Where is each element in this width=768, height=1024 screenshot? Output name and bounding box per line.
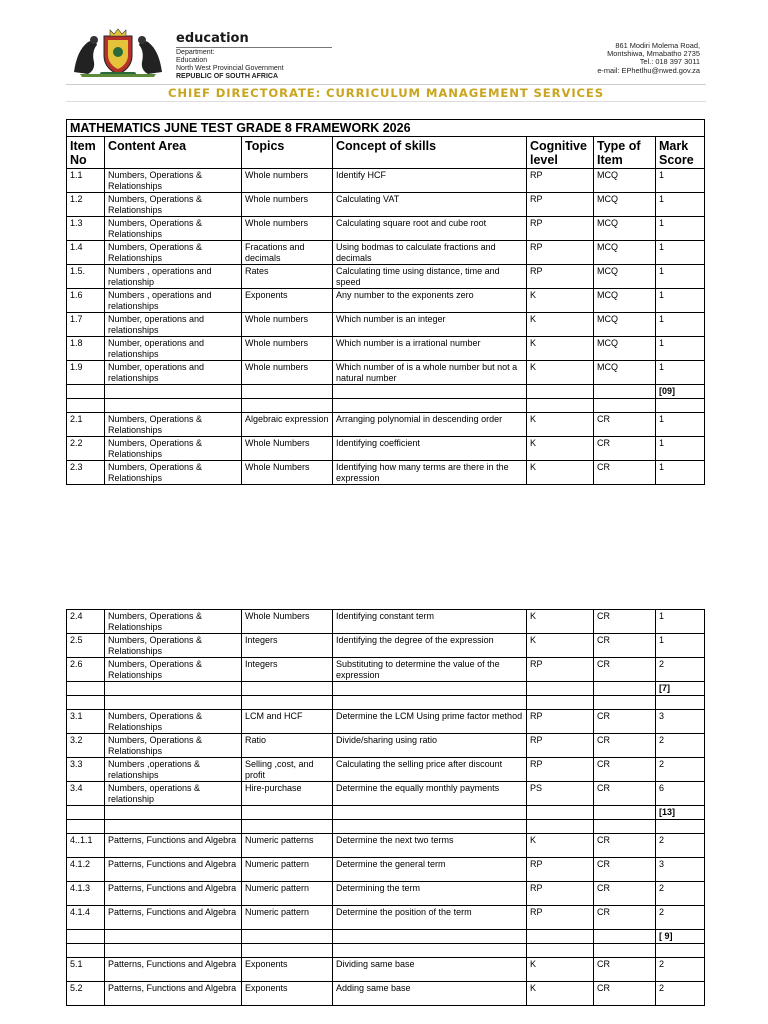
cell-content-area: Patterns, Functions and Algebra (105, 958, 242, 982)
framework-title: MATHEMATICS JUNE TEST GRADE 8 FRAMEWORK 2026 (67, 120, 705, 137)
table-row (67, 385, 705, 399)
cell-topics: Whole Numbers (242, 437, 333, 461)
cell-content-area: Patterns, Functions and Algebra (105, 882, 242, 906)
cell-content-area: Patterns, Functions and Algebra (105, 982, 242, 1006)
cell-type-of-item (594, 944, 656, 958)
cell-mark-score: 3 (656, 858, 705, 882)
cell-topics (242, 806, 333, 820)
cell-content-area: Numbers, Operations & Relationships (105, 461, 242, 485)
cell-type-of-item: MCQ (594, 193, 656, 217)
cell-concept: Identifying coefficient (333, 437, 527, 461)
cell-concept: Calculating VAT (333, 193, 527, 217)
cell-type-of-item: MCQ (594, 241, 656, 265)
address-line: Montshiwa, Mmabatho 2735 (607, 49, 700, 59)
cell-cognitive-level: K (527, 958, 594, 982)
cell-content-area: Numbers, Operations & Relationships (105, 217, 242, 241)
cell-mark-score: [ 9] (656, 930, 705, 944)
table-row (67, 696, 705, 710)
cell-item-no: 2.4 (67, 610, 105, 634)
table-row (67, 906, 705, 930)
cell-cognitive-level (527, 930, 594, 944)
header-cognitive-level: Cognitive level (527, 137, 594, 169)
org-line-department: Department: (176, 49, 215, 56)
cell-topics: Algebraic expression (242, 413, 333, 437)
cell-cognitive-level (527, 399, 594, 413)
cell-concept: Any number to the exponents zero (333, 289, 527, 313)
cell-cognitive-level: RP (527, 217, 594, 241)
cell-topics: Whole numbers (242, 337, 333, 361)
cell-type-of-item (594, 399, 656, 413)
cell-content-area (105, 930, 242, 944)
cell-type-of-item: CR (594, 437, 656, 461)
cell-cognitive-level (527, 806, 594, 820)
coat-of-arms-icon (70, 28, 166, 78)
cell-concept (333, 944, 527, 958)
cell-type-of-item: CR (594, 658, 656, 682)
cell-topics: Numeric pattern (242, 906, 333, 930)
cell-mark-score (656, 399, 705, 413)
cell-mark-score: 2 (656, 958, 705, 982)
cell-topics: Exponents (242, 289, 333, 313)
cell-cognitive-level: K (527, 437, 594, 461)
cell-mark-score: 1 (656, 337, 705, 361)
table-row (67, 734, 705, 758)
cell-cognitive-level: RP (527, 169, 594, 193)
cell-topics (242, 696, 333, 710)
cell-type-of-item: MCQ (594, 337, 656, 361)
cell-mark-score: 2 (656, 834, 705, 858)
cell-item-no: 4.1.2 (67, 858, 105, 882)
cell-mark-score: 1 (656, 634, 705, 658)
cell-item-no: 5.1 (67, 958, 105, 982)
cell-type-of-item: MCQ (594, 217, 656, 241)
table-row (67, 361, 705, 385)
table-row (67, 610, 705, 634)
cell-topics: Whole numbers (242, 361, 333, 385)
cell-topics (242, 930, 333, 944)
cell-concept: Calculating time using distance, time and speed (333, 265, 527, 289)
org-line-government: North West Provincial Government (176, 65, 284, 72)
cell-mark-score: 2 (656, 882, 705, 906)
cell-topics: Whole numbers (242, 169, 333, 193)
cell-mark-score: 1 (656, 241, 705, 265)
cell-topics: Whole Numbers (242, 610, 333, 634)
cell-cognitive-level: RP (527, 241, 594, 265)
cell-concept: Determining the term (333, 882, 527, 906)
table-row (67, 930, 705, 944)
cell-concept (333, 696, 527, 710)
cell-type-of-item: MCQ (594, 361, 656, 385)
cell-topics: Numeric pattern (242, 858, 333, 882)
cell-concept: Determine the LCM Using prime factor method (333, 710, 527, 734)
cell-mark-score: [7] (656, 682, 705, 696)
cell-item-no: 1.1 (67, 169, 105, 193)
cell-item-no (67, 930, 105, 944)
letterhead (0, 0, 768, 110)
table-row (67, 820, 705, 834)
cell-mark-score: 1 (656, 610, 705, 634)
cell-cognitive-level (527, 696, 594, 710)
header-concept: Concept of skills (333, 137, 527, 169)
table-row (67, 169, 705, 193)
cell-topics (242, 944, 333, 958)
cell-topics: Rates (242, 265, 333, 289)
cell-cognitive-level: RP (527, 758, 594, 782)
org-line-country: REPUBLIC OF SOUTH AFRICA (176, 73, 279, 80)
cell-concept: Determine the general term (333, 858, 527, 882)
cell-mark-score: [13] (656, 806, 705, 820)
cell-content-area: Numbers, Operations & Relationships (105, 241, 242, 265)
cell-topics: Whole numbers (242, 313, 333, 337)
cell-topics: Integers (242, 634, 333, 658)
cell-type-of-item: MCQ (594, 313, 656, 337)
address-block (597, 42, 700, 75)
cell-content-area (105, 399, 242, 413)
cell-content-area: Numbers, Operations & Relationships (105, 413, 242, 437)
cell-content-area (105, 682, 242, 696)
cell-cognitive-level: RP (527, 882, 594, 906)
cell-cognitive-level: RP (527, 906, 594, 930)
cell-type-of-item: MCQ (594, 265, 656, 289)
table-row (67, 437, 705, 461)
cell-type-of-item: CR (594, 710, 656, 734)
cell-concept: Which number is an integer (333, 313, 527, 337)
cell-type-of-item: CR (594, 461, 656, 485)
cell-item-no: 2.5 (67, 634, 105, 658)
header-content-area: Content Area (105, 137, 242, 169)
cell-type-of-item: MCQ (594, 169, 656, 193)
table-row (67, 241, 705, 265)
cell-item-no: 1.9 (67, 361, 105, 385)
cell-mark-score: 2 (656, 734, 705, 758)
cell-item-no (67, 682, 105, 696)
cell-content-area: Number, operations and relationships (105, 337, 242, 361)
cell-item-no: 3.4 (67, 782, 105, 806)
cell-type-of-item (594, 820, 656, 834)
cell-concept: Adding same base (333, 982, 527, 1006)
cell-cognitive-level (527, 682, 594, 696)
cell-type-of-item: CR (594, 413, 656, 437)
cell-topics: Integers (242, 658, 333, 682)
cell-item-no (67, 806, 105, 820)
cell-type-of-item: CR (594, 734, 656, 758)
cell-concept: Dividing same base (333, 958, 527, 982)
table-row (67, 982, 705, 1006)
table-row (67, 758, 705, 782)
cell-concept (333, 820, 527, 834)
cell-concept: Substituting to determine the value of the expression (333, 658, 527, 682)
table-row (67, 882, 705, 906)
table-row (67, 710, 705, 734)
table-row (67, 634, 705, 658)
cell-type-of-item: CR (594, 982, 656, 1006)
banner-rule (66, 101, 706, 102)
cell-concept: Identifying how many terms are there in the expression (333, 461, 527, 485)
table-row (67, 944, 705, 958)
cell-concept: Using bodmas to calculate fractions and decimals (333, 241, 527, 265)
cell-type-of-item: CR (594, 858, 656, 882)
cell-concept: Identifying constant term (333, 610, 527, 634)
header-mark-score: Mark Score (656, 137, 705, 169)
cell-cognitive-level (527, 385, 594, 399)
table-row (67, 658, 705, 682)
header-row (67, 137, 705, 169)
cell-content-area: Numbers, Operations & Relationships (105, 437, 242, 461)
cell-item-no: 1.7 (67, 313, 105, 337)
table-row (67, 193, 705, 217)
cell-content-area: Number, operations and relationships (105, 313, 242, 337)
cell-type-of-item: MCQ (594, 289, 656, 313)
cell-mark-score: 2 (656, 658, 705, 682)
cell-item-no: 2.2 (67, 437, 105, 461)
address-line: 861 Modiri Molema Road, (615, 41, 700, 50)
cell-mark-score: 2 (656, 982, 705, 1006)
cell-mark-score: 1 (656, 313, 705, 337)
cell-item-no: 2.1 (67, 413, 105, 437)
cell-content-area: Patterns, Functions and Algebra (105, 834, 242, 858)
cell-item-no: 2.3 (67, 461, 105, 485)
header-item-no: Item No (67, 137, 105, 169)
cell-item-no (67, 696, 105, 710)
table-row (67, 399, 705, 413)
table-row (67, 461, 705, 485)
cell-item-no: 5.2 (67, 982, 105, 1006)
cell-item-no: 3.1 (67, 710, 105, 734)
header-type-of-item: Type of Item (594, 137, 656, 169)
cell-type-of-item: CR (594, 834, 656, 858)
cell-cognitive-level: K (527, 982, 594, 1006)
cell-item-no (67, 944, 105, 958)
cell-content-area: Numbers, Operations & Relationships (105, 193, 242, 217)
cell-item-no: 1.4 (67, 241, 105, 265)
cell-item-no: 1.5. (67, 265, 105, 289)
cell-content-area (105, 806, 242, 820)
cell-content-area: Numbers, Operations & Relationships (105, 710, 242, 734)
cell-item-no: 1.8 (67, 337, 105, 361)
cell-topics: Exponents (242, 958, 333, 982)
cell-cognitive-level: K (527, 413, 594, 437)
table-row (67, 313, 705, 337)
table-row (67, 858, 705, 882)
cell-mark-score: 6 (656, 782, 705, 806)
cell-content-area: Numbers , operations and relationship (105, 265, 242, 289)
cell-content-area: Numbers, Operations & Relationships (105, 634, 242, 658)
cell-mark-score: 1 (656, 437, 705, 461)
cell-cognitive-level: RP (527, 734, 594, 758)
cell-topics: Numeric pattern (242, 882, 333, 906)
cell-mark-score: 1 (656, 193, 705, 217)
cell-mark-score: 1 (656, 361, 705, 385)
cell-cognitive-level (527, 820, 594, 834)
cell-mark-score: 2 (656, 906, 705, 930)
cell-type-of-item: CR (594, 882, 656, 906)
cell-content-area: Numbers, operations & relationship (105, 782, 242, 806)
cell-concept: Calculating square root and cube root (333, 217, 527, 241)
cell-topics: Whole Numbers (242, 461, 333, 485)
org-line-education: Education (176, 57, 208, 64)
framework-table-bottom (66, 609, 705, 1006)
cell-cognitive-level: K (527, 834, 594, 858)
cell-topics: Whole numbers (242, 193, 333, 217)
cell-type-of-item (594, 806, 656, 820)
cell-type-of-item (594, 696, 656, 710)
cell-item-no: 3.2 (67, 734, 105, 758)
cell-type-of-item: CR (594, 958, 656, 982)
cell-cognitive-level: K (527, 361, 594, 385)
table-row (67, 958, 705, 982)
cell-concept: Arranging polynomial in descending order (333, 413, 527, 437)
cell-concept: Divide/sharing using ratio (333, 734, 527, 758)
cell-item-no: 4..1.1 (67, 834, 105, 858)
cell-concept: Identify HCF (333, 169, 527, 193)
cell-type-of-item: CR (594, 782, 656, 806)
org-block (176, 32, 332, 81)
cell-type-of-item: CR (594, 610, 656, 634)
cell-content-area: Numbers, Operations & Relationships (105, 658, 242, 682)
address-line: e-mail: EPhetlhu@nwed.gov.za (597, 65, 700, 75)
cell-item-no: 2.6 (67, 658, 105, 682)
address-line: Tel.: 018 397 3011 (639, 57, 700, 67)
cell-concept: Identifying the degree of the expression (333, 634, 527, 658)
cell-mark-score: 1 (656, 265, 705, 289)
cell-content-area (105, 820, 242, 834)
cell-content-area: Numbers, Operations & Relationships (105, 610, 242, 634)
cell-item-no (67, 399, 105, 413)
cell-mark-score: 2 (656, 758, 705, 782)
cell-content-area: Patterns, Functions and Algebra (105, 858, 242, 882)
cell-topics: LCM and HCF (242, 710, 333, 734)
cell-item-no: 4.1.3 (67, 882, 105, 906)
cell-content-area: Patterns, Functions and Algebra (105, 906, 242, 930)
cell-mark-score (656, 820, 705, 834)
cell-topics (242, 682, 333, 696)
cell-type-of-item (594, 930, 656, 944)
cell-content-area (105, 944, 242, 958)
cell-mark-score: 1 (656, 461, 705, 485)
cell-mark-score (656, 696, 705, 710)
directorate-banner: CHIEF DIRECTORATE: CURRICULUM MANAGEMENT SERVICES (167, 86, 605, 100)
cell-cognitive-level: K (527, 461, 594, 485)
cell-mark-score: 1 (656, 217, 705, 241)
cell-content-area (105, 385, 242, 399)
cell-topics (242, 399, 333, 413)
cell-content-area: Numbers, Operations & Relationships (105, 734, 242, 758)
cell-topics (242, 820, 333, 834)
cell-content-area: Numbers, Operations & Relationships (105, 169, 242, 193)
table-row (67, 834, 705, 858)
cell-mark-score: [09] (656, 385, 705, 399)
cell-concept (333, 385, 527, 399)
cell-concept: Which number is a irrational number (333, 337, 527, 361)
cell-topics: Exponents (242, 982, 333, 1006)
cell-cognitive-level: K (527, 634, 594, 658)
cell-cognitive-level: RP (527, 858, 594, 882)
table-row (67, 806, 705, 820)
cell-item-no (67, 820, 105, 834)
cell-concept (333, 806, 527, 820)
cell-topics: Ratio (242, 734, 333, 758)
cell-type-of-item (594, 682, 656, 696)
cell-topics: Numeric patterns (242, 834, 333, 858)
cell-concept: Determine the equally monthly payments (333, 782, 527, 806)
cell-topics (242, 385, 333, 399)
cell-cognitive-level: K (527, 610, 594, 634)
cell-mark-score: 3 (656, 710, 705, 734)
cell-cognitive-level: RP (527, 710, 594, 734)
cell-cognitive-level: K (527, 289, 594, 313)
cell-item-no: 1.6 (67, 289, 105, 313)
table-row (67, 682, 705, 696)
table-row (67, 782, 705, 806)
table-row (67, 413, 705, 437)
table-row (67, 217, 705, 241)
cell-type-of-item: CR (594, 906, 656, 930)
cell-concept (333, 399, 527, 413)
table-row (67, 337, 705, 361)
cell-cognitive-level: RP (527, 658, 594, 682)
cell-topics: Fracations and decimals (242, 241, 333, 265)
cell-content-area: Numbers ,operations & relationships (105, 758, 242, 782)
cell-topics: Selling ,cost, and profit (242, 758, 333, 782)
cell-concept (333, 930, 527, 944)
cell-cognitive-level: K (527, 313, 594, 337)
cell-cognitive-level: RP (527, 193, 594, 217)
cell-concept: Which number of is a whole number but not a natural number (333, 361, 527, 385)
table-row (67, 289, 705, 313)
cell-item-no: 3.3 (67, 758, 105, 782)
cell-concept (333, 682, 527, 696)
cell-cognitive-level: PS (527, 782, 594, 806)
header-topics: Topics (242, 137, 333, 169)
cell-type-of-item: CR (594, 758, 656, 782)
cell-content-area: Number, operations and relationships (105, 361, 242, 385)
cell-item-no: 1.2 (67, 193, 105, 217)
cell-type-of-item: CR (594, 634, 656, 658)
cell-concept: Calculating the selling price after discount (333, 758, 527, 782)
cell-concept: Determine the next two terms (333, 834, 527, 858)
org-rule (176, 47, 332, 48)
cell-content-area (105, 696, 242, 710)
cell-mark-score (656, 944, 705, 958)
cell-mark-score: 1 (656, 413, 705, 437)
cell-content-area: Numbers , operations and relationships (105, 289, 242, 313)
cell-mark-score: 1 (656, 289, 705, 313)
cell-topics: Whole numbers (242, 217, 333, 241)
banner-rule (66, 84, 706, 85)
cell-topics: Hire-purchase (242, 782, 333, 806)
cell-cognitive-level: RP (527, 265, 594, 289)
cell-cognitive-level: K (527, 337, 594, 361)
cell-item-no (67, 385, 105, 399)
framework-table-top (66, 119, 705, 485)
cell-item-no: 1.3 (67, 217, 105, 241)
cell-type-of-item (594, 385, 656, 399)
cell-item-no: 4.1.4 (67, 906, 105, 930)
table-row (67, 265, 705, 289)
org-name: education (176, 31, 249, 46)
cell-cognitive-level (527, 944, 594, 958)
cell-concept: Determine the position of the term (333, 906, 527, 930)
cell-mark-score: 1 (656, 169, 705, 193)
